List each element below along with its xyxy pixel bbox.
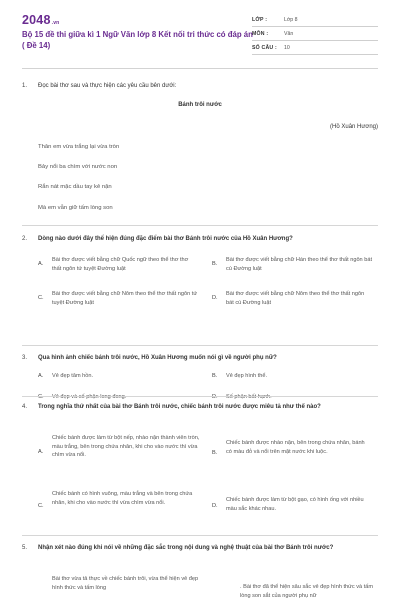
option-text: Bài thơ được viết bằng chữ Quốc ngữ theo thể thơ thơ thất ngôn tứ tuyệt Đường luật [52, 257, 189, 272]
option-text: Bài thơ được viết bằng chữ Nôm theo thể thơ thất ngôn bát cú Đường luật [226, 291, 365, 306]
logo-text: 2048 [22, 13, 51, 27]
question-4 [22, 403, 378, 531]
question-divider [22, 396, 378, 397]
poem-author: (Hồ Xuân Hương) [330, 124, 378, 130]
answer-option-b[interactable] [212, 256, 372, 276]
document-header [0, 0, 400, 70]
option-letter: B. [212, 261, 218, 267]
option-letter: D. [212, 394, 218, 400]
question-divider [22, 345, 378, 346]
question-number: 3. [22, 355, 28, 361]
logo-tld: .vn [51, 20, 60, 26]
question-text: Qua hình ảnh chiếc bánh trôi nước, Hồ Xuân Hương muốn nói gì về người phụ nữ? [38, 355, 277, 361]
poem-line: Bảy nổi ba chìm với nước non [38, 164, 118, 170]
answer-option-b[interactable] [240, 583, 380, 600]
option-letter: C. [38, 503, 44, 509]
question-number: 1. [22, 83, 28, 89]
poem-title: Bánh trôi nước [178, 102, 222, 108]
option-letter: A. [38, 261, 44, 267]
meta-row-count [252, 41, 378, 55]
question-text: Trong nghĩa thứ nhất của bài thơ Bánh trôi nước, chiếc bánh trôi nước được miêu tả như thế nào? [38, 404, 321, 410]
answer-option-d[interactable] [212, 496, 372, 526]
poem-line: Rắn nát mặc dầu tay kẻ nặn [38, 184, 112, 190]
answer-option-c[interactable] [38, 290, 198, 310]
option-text: Vẻ đẹp tâm hồn. [52, 373, 94, 379]
question-divider [22, 535, 378, 536]
question-number: 5. [22, 545, 28, 551]
option-letter: B. [212, 450, 218, 456]
option-text: Bài thơ vừa tả thực về chiếc bánh trôi, vừa thể hiện vẻ đẹp hình thức và tấm lòng [52, 576, 199, 591]
answer-option-a[interactable] [38, 575, 200, 595]
option-letter: D. [212, 503, 218, 509]
option-text: . Bài thơ đã thể hiện sâu sắc vẻ đẹp hình thức và tấm lòng son sắt của người phụ nữ [240, 584, 374, 599]
answer-option-c[interactable] [38, 490, 200, 526]
option-text: Chiếc bánh được làm từ bột nếp, nhào nặn thành viên tròn, màu trắng, bên trong chứa nhân, khi cho vào nước thì vừa chìm vừa nổi. [52, 435, 200, 459]
meta-row-class [252, 13, 378, 27]
question-2 [22, 235, 378, 345]
option-letter: B. [212, 373, 218, 379]
option-letter: D. [212, 295, 218, 301]
option-letter: C. [38, 295, 44, 301]
option-letter: C. [38, 394, 44, 400]
option-text: Bài thơ được viết bằng chữ Hán theo thể thơ thất ngôn bát cú Đường luật [226, 257, 372, 272]
meta-label: SỐ CÂU : [252, 45, 277, 51]
site-logo[interactable] [22, 13, 59, 27]
poem-line: Thân em vừa trắng lại vừa tròn [38, 144, 120, 150]
question-number: 2. [22, 236, 28, 242]
option-text: Bài thơ được viết bằng chữ Nôm theo thể thơ thất ngôn tứ tuyệt Đường luật [52, 291, 198, 306]
question-3 [22, 354, 378, 400]
answer-option-d[interactable] [212, 290, 372, 310]
option-text: Số phận bất hạnh. [226, 394, 272, 400]
meta-row-subject [252, 27, 378, 41]
document-title: Bộ 15 đề thi giữa kì 1 Ngữ Văn lớp 8 Kết nối tri thức có đáp án ( Đề 14) [22, 30, 253, 50]
poem-line: Mà em vẫn giữ tấm lòng son [38, 205, 113, 211]
question-text: Đọc bài thơ sau và thực hiện các yêu cầu bên dưới: [38, 83, 177, 89]
option-text: Vẻ đẹp và số phận long đong. [52, 394, 127, 400]
header-divider [22, 68, 378, 69]
meta-value: Lớp 8 [284, 17, 298, 23]
exam-meta [252, 13, 378, 55]
option-letter: A. [38, 373, 44, 379]
question-number: 4. [22, 404, 28, 410]
option-text: Chiếc bánh có hình vuông, màu trắng và bên trong chứa nhân, khi cho vào nước thì vừa chìm vừa nổi. [52, 491, 193, 506]
option-text: Chiếc bánh được nhào nặn, bên trong chứa nhân, bánh có màu đỏ và nổi trên mặt nước khi luộc. [226, 440, 365, 455]
meta-value: 10 [284, 45, 290, 51]
option-text: Chiếc bánh được làm từ bột gạo, có hình ống với nhiều màu sắc khác nhau. [226, 497, 364, 512]
question-1 [22, 82, 378, 222]
question-5 [22, 544, 378, 600]
answer-option-b[interactable] [212, 439, 372, 469]
answer-option-a[interactable] [38, 256, 198, 276]
meta-value: Văn [284, 31, 294, 37]
question-divider [22, 225, 378, 226]
answer-option-a[interactable] [38, 434, 200, 470]
question-text: Dòng nào dưới đây thể hiện đúng đặc điểm bài thơ Bánh trôi nước của Hồ Xuân Hương? [38, 236, 293, 242]
meta-label: MÔN : [252, 31, 269, 37]
option-text: Vẻ đẹp hình thể. [226, 373, 268, 379]
question-text: Nhận xét nào đúng khi nói về những đặc sắc trong nội dung và nghệ thuật của bài thơ Bánh trôi nước? [38, 545, 334, 551]
meta-label: LỚP : [252, 17, 268, 23]
option-letter: A. [38, 449, 44, 455]
